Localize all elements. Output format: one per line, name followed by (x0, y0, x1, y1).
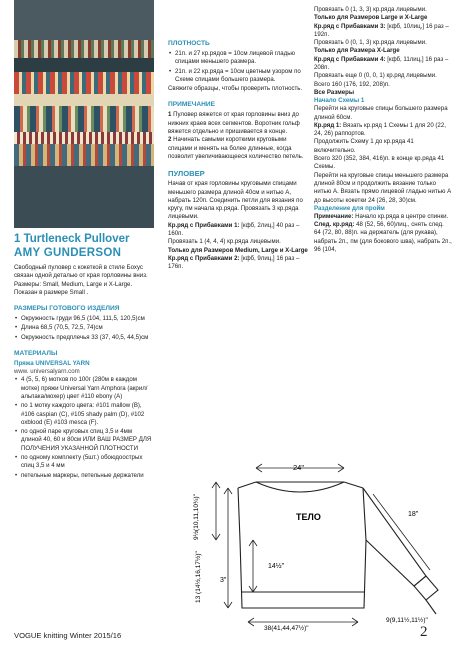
body-length-label: 13 (14½,16,17½)" (195, 551, 202, 603)
step (314, 213, 452, 221)
sleeve-outline (363, 488, 426, 586)
materials-heading: МАТЕРИАЛЫ (14, 350, 58, 358)
step-text: Вязать кр.ряд 1 Схемы 1 для 20 (22, 24, 26) раппортов. (314, 121, 446, 138)
step-text: [кфб, 11лиц,] 16 раз – 208п. (314, 55, 449, 72)
notes-heading: ПРИМЕЧАНИЕ (168, 101, 216, 109)
garment-schematic (168, 458, 452, 632)
side-length-label: 14½" (268, 563, 285, 570)
size-subheading (168, 247, 308, 255)
step-label: Кр.ряд с Прибавками 3: (314, 22, 386, 30)
yoke-depth-label: 9½(10,11,10¾)" (193, 494, 200, 540)
step-label: Кр.ряд 1: (314, 121, 342, 129)
yarn-url[interactable]: www. universalyarn.com (14, 368, 80, 376)
size-subheading-text: Только для Размеров Medium, Large и X-Large (168, 246, 308, 254)
chart-subheading: Начало Схемы 1 (314, 97, 365, 105)
right-column (314, 6, 452, 254)
page-number: 2 (420, 624, 428, 640)
cuff-label: 9(9,11½,11½)" (386, 617, 428, 624)
bottom-width-label: 38(41,44,47½)" (264, 625, 309, 632)
note-text: Начинать самыми короткими круговыми спицами и менять на более длинные, когда позволит увеличивающееся количество петель. (168, 136, 304, 160)
gauge-list (168, 50, 308, 84)
step (314, 23, 452, 40)
step: Провязать 0 (1, 3, 3) кр.ряда лицевыми. (314, 6, 427, 13)
list-item: • петельные маркеры, петельные держатели (21, 472, 154, 480)
list-item: • 4 (5, 5, 6) мотков по 100г (280м в каждом мотке) пряжи Universal Yarn Amphora (акрил/альпака/мохер) цвет #110 ebony (A) (21, 376, 154, 401)
body-label: ТЕЛО (296, 512, 321, 522)
step: Провязать 0 (0, 1, 3) кр.ряда лицевыми. (314, 39, 427, 47)
size-subheading-text: Все Размеры (314, 88, 355, 96)
pullover-step: Начав от края горловины круговыми спицами меньшего размера длиной 40см и нитью А, набрать 120п. Соединить петли для вязания по кругу, пм начала кр.ряда. Провязать 3 кр.ряда лицевыми. (168, 180, 303, 221)
gauge-heading: ПЛОТНОСТЬ (168, 40, 210, 47)
size-subheading (314, 47, 452, 55)
list-item: • по одному комплекту (5шт.) обоюдоострых спиц 3,5 и 4 мм (21, 454, 154, 471)
list-item: • Окружность предплечья 33 (37, 40,5, 44,5)см (21, 334, 154, 342)
list-item: • по 1 мотку каждого цвета: #101 mallow (B), #106 caspian (C), #105 shady palm (D), #102 oxblood (E) #103 mesca (F). (21, 402, 154, 427)
sizes-text: Размеры: Small, Medium, Large и X-Large. Показан в размере Small . (14, 280, 133, 296)
gauge-note: Свяжите образцы, чтобы проверить плотность. (168, 85, 303, 93)
size-subheading-text: Только для Размера X-Large (314, 47, 400, 55)
pullover-step (168, 222, 308, 239)
note-1 (168, 111, 308, 136)
intro-text: Свободный пуловер с кокеткой в стиле Бохус связан одной деталью от края горловины вниз. (14, 264, 148, 280)
list-item: • 21п. и 27 кр.рядов = 10см лицевой гладью спицами меньшего размера. (175, 50, 308, 67)
note-2 (168, 136, 308, 161)
body-outline (238, 488, 366, 608)
step: Перейти на круговые спицы меньшего размера длиной 80см и продолжить вязание только нитью А. Вязать прямо лицевой гладью нитью А до высоты кокетки 24 (26, 28, 30)см. (314, 171, 452, 204)
list-item: • 21п. и 22 кр.ряда = 10см цветным узором по Схеме спицами большего размера. (175, 68, 308, 85)
step-text: [кфб, 10лиц,] 16 раз – 192п. (314, 22, 449, 38)
armhole-subheading: Разделение для пройм (314, 204, 385, 212)
sleeve-length-label: 18" (408, 511, 419, 518)
sweater-photo (14, 0, 154, 228)
step-text: [кфб, 9лиц,] 16 раз – 176п. (168, 254, 300, 271)
pullover-step: Провязать 1 (4, 4, 4) кр.ряда лицевыми. (168, 238, 281, 246)
pullover-heading: ПУЛОВЕР (168, 169, 205, 179)
step: Продолжить Схему 1 до кр.ряда 41 включительно. (314, 138, 414, 154)
step (314, 122, 452, 139)
cuff-line (426, 600, 436, 614)
designer-name: AMY GUNDERSON (14, 247, 122, 259)
pullover-step (168, 255, 308, 272)
step-text: Начало кр.ряда в центре спинки. (353, 212, 449, 220)
cuff-outline (414, 576, 438, 600)
note-text: Пуловер вяжется от края горловины вниз до нижних краев всех сегментов. Воротник гольф вяжется отдельно и пришивается в конце. (168, 111, 300, 136)
step-text: [кфб, 2лиц,] 40 раз – 160п. (168, 221, 300, 238)
step-text: 48 (52, 56, 60)лиц., снять след. 64 (72, 80, 88)п. на держатель (для рукава), набрать 2п., пм (для бокового шва), набрать 2п., 96 (104, (314, 221, 452, 254)
dimensions-heading: РАЗМЕРЫ ГОТОВОГО ИЗДЕЛИЯ (14, 305, 120, 313)
step: Провязать еще 0 (0, 0, 1) кр.ряд лицевыми. (314, 72, 437, 80)
yarn-heading: Пряжа UNIVERSAL YARN (14, 360, 90, 368)
left-column (14, 0, 154, 481)
size-subheading (314, 14, 452, 22)
note-number: 2 (168, 136, 172, 144)
step (314, 221, 452, 254)
note-number: 1 (168, 111, 172, 119)
step-label: Примечание: (314, 212, 354, 220)
dimensions-list (14, 315, 154, 342)
neckline (256, 482, 344, 492)
hem-depth-label: 3" (220, 577, 227, 584)
step-label: Кр.ряд с Прибавками 4: (314, 55, 386, 63)
top-width-label: 24" (293, 463, 305, 472)
step-label: След. кр.ряд: (314, 221, 355, 229)
list-item: • по одной паре круговых спиц 3,5 и 4мм длиной 40, 60 и 80см ИЛИ ВАШ РАЗМЕР ДЛЯ ПОЛУЧЕНИЯ УКАЗАННОЙ ПЛОТНОСТИ (21, 428, 154, 453)
step (314, 56, 452, 73)
step: Всего 160 (176, 192, 208)п. (314, 80, 390, 88)
size-subheading-text: Только для Размеров Large и X-Large (314, 14, 428, 22)
step-label: Кр.ряд с Прибавками 2: (168, 254, 240, 262)
size-subheading (314, 89, 452, 97)
pattern-title: 1 Turtleneck Pullover (14, 233, 130, 245)
footer-magazine: VOGUE knitting Winter 2015/16 (14, 631, 122, 640)
list-item: • Длина 68,5 (70,5, 72,5, 74)см (21, 324, 154, 332)
sleeve-length-arrow (373, 494, 430, 570)
step-label: Кр.ряд с Прибавками 1: (168, 221, 240, 229)
middle-column (168, 36, 308, 272)
step: Перейти на круговые спицы большего размера длиной 60см. (314, 105, 448, 121)
step: Всего 320 (352, 384, 416)п. в конце кр.ряда 41 Схемы. (314, 155, 445, 171)
materials-list (14, 376, 154, 480)
list-item: • Окружность груди 96,5 (104, 111,5, 120,5)см (21, 315, 154, 323)
